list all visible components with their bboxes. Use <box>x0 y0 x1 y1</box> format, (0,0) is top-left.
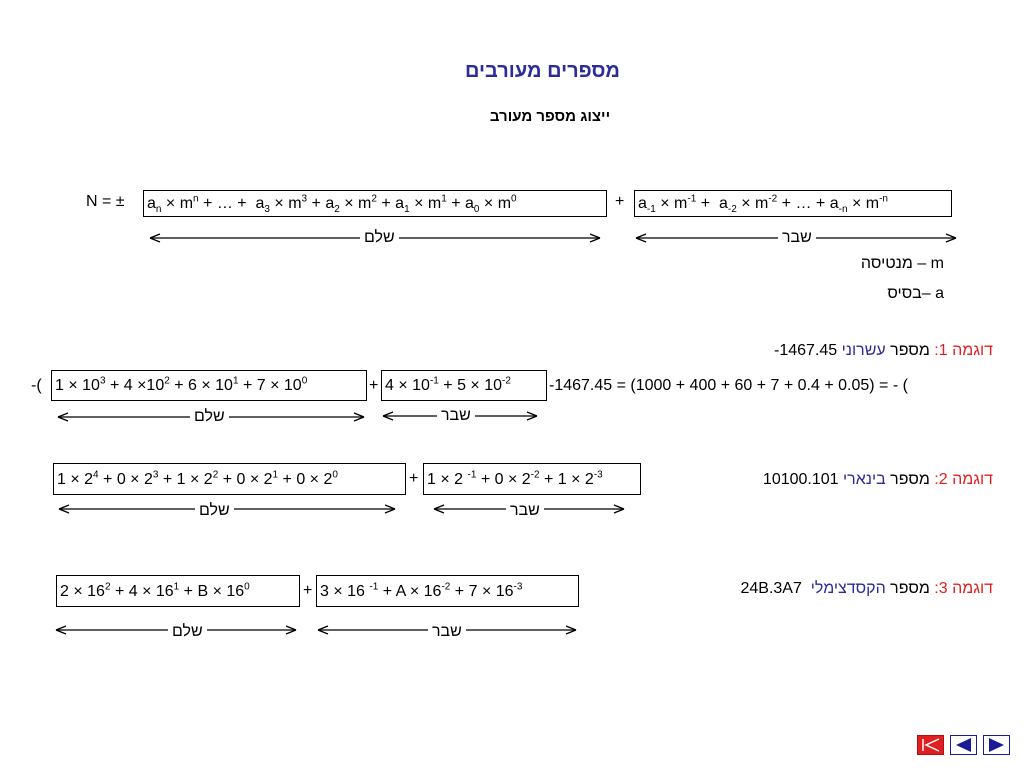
example2-whole-box: $1 \times 2^4 + 0 \times 2^3 + 1 \times 2^2 + 0 \times 2^1 + 0 \times 2^0$ <box>53 463 406 495</box>
example1-plus: + <box>369 377 379 394</box>
example2-label: דוגמה 2: <box>934 471 993 488</box>
example1-close-paren: -( <box>31 377 42 394</box>
example1-type-word: מספר <box>890 342 930 359</box>
example1-fraction-box: $4 \times 10^{-1} + 5 \times 10^{-2}$ <box>381 370 547 401</box>
example2-type-word: מספר <box>890 471 930 488</box>
first-slide-icon <box>918 736 943 754</box>
example1-whole-label: שלם <box>190 408 229 426</box>
example3-number: 24B.3A7 <box>740 580 802 597</box>
example2-number: 10100.101 <box>762 471 839 488</box>
example3-fraction-box: 3 × 16 $^{-1} + A \times 16^{-2} + 7 \times 16^{-3}$ <box>316 575 579 607</box>
example2-fraction-box: 1 × 2 $^{-1} + 0 \times 2^{-2} + 1 \times 2^{-3}$ <box>423 463 641 495</box>
example3-label: דוגמה 3: <box>934 580 993 597</box>
previous-slide-icon <box>951 736 976 754</box>
example1-base-word: עשרוני <box>841 342 886 359</box>
example3-whole-box: $2 \times 16^2 + 4 \times 16^1 + B \times 16^0$ <box>56 575 300 607</box>
general-fraction-label: שבר <box>778 229 816 247</box>
whole-part-formula-box: $a_n \times m^n$ + … + $a_3 \times m^3 + a_2 \times m^2 + a_1 \times m^1 + a_0 \times m^0$ <box>143 190 607 217</box>
example2-base-word: בינארי <box>843 471 886 488</box>
page-title: מספרים מעורבים <box>465 60 620 82</box>
example2-whole-label: שלם <box>195 502 234 520</box>
formula-plus: + <box>615 193 625 210</box>
general-whole-label: שלם <box>360 229 399 247</box>
example3-heading <box>740 580 993 598</box>
example2-plus: + <box>409 470 419 487</box>
example1-equation: -1467.45 = (1000 + 400 + 60 + 7 + 0.4 + 0.05) = - ( <box>549 377 908 394</box>
page-subtitle: ייצוג מספר מעורב <box>489 108 611 125</box>
definition-m: m – מנטיסה <box>860 255 944 272</box>
example2-fraction-label: שבר <box>506 502 544 520</box>
example1-label: דוגמה 1: <box>934 342 993 359</box>
n-prefix: N = ± <box>86 193 125 210</box>
example2-heading <box>763 471 993 489</box>
next-slide-button[interactable] <box>983 735 1010 755</box>
first-slide-button[interactable] <box>917 735 944 755</box>
next-slide-icon <box>984 736 1009 754</box>
example1-number: -1467.45 <box>774 342 838 359</box>
example3-plus: + <box>303 582 313 599</box>
example1-heading <box>774 342 993 360</box>
example3-whole-label: שלם <box>168 623 207 641</box>
example1-whole-box: $1 \times 10^3 + 4 \times 10^2 + 6 \times 10^1 + 7 \times 10^0$ <box>51 370 367 401</box>
example3-fraction-label: שבר <box>428 623 466 641</box>
fraction-part-formula-box: $a_{-1} \times m^{-1} + a_{-2} \times m^{-2}$ + … + $a_{-n} \times m^{-n}$ <box>634 190 952 217</box>
example1-fraction-label: שבר <box>437 407 475 425</box>
previous-slide-button[interactable] <box>950 735 977 755</box>
example3-base-word: הקסדצימלי <box>810 580 886 597</box>
example3-type-word: מספר <box>890 580 930 597</box>
definition-a: a –בסיס <box>887 285 944 302</box>
